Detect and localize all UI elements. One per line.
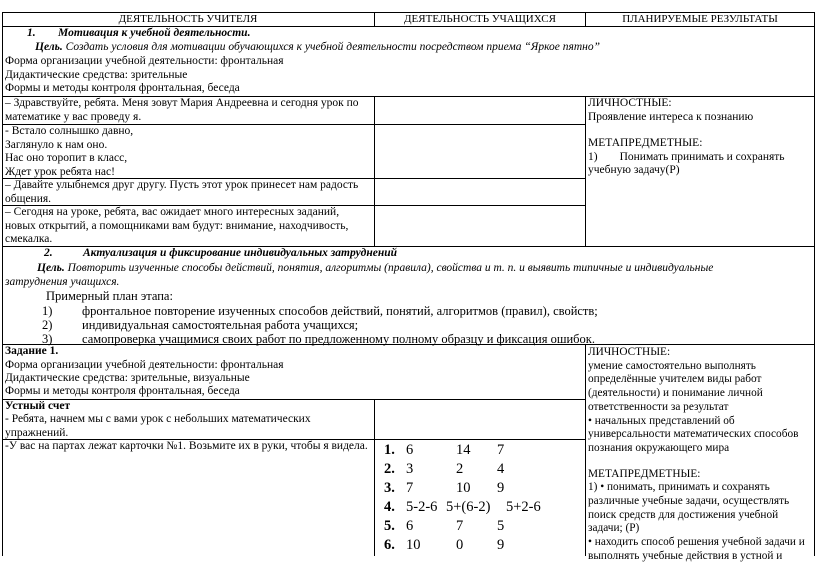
rule	[585, 96, 586, 246]
oral-title: Устный счет	[5, 400, 71, 412]
plan-item: 3) самопроверка учащимися своих работ по предложенному полному образцу и фиксация ошибок.	[42, 332, 595, 346]
card-row: 3. 7 10 9	[384, 480, 505, 496]
stage1-goal	[35, 41, 600, 55]
teacher-intro: – Сегодня на уроке, ребята, вас ожидает много интересных заданий, новых открытий, а помощниками вам будут: внимание, находчивость, смекалка.	[5, 206, 349, 246]
plan-item: 1) фронтальное повторение изученных способов действий, понятий, алгоритмов (правил), свойств;	[42, 304, 598, 318]
rule	[585, 344, 586, 556]
task1-results: ЛИЧНОСТНЫЕ: умение самостоятельно выполнять определённые учителем виды работ (деятельности) и понимание личной ответственности за результат • начальных представлений об универсальности математических способов познания окружающего мира МЕТАПРЕДМЕТНЫЕ: 1) • понимать, принимать и сохранять различные учебные задачи, осуществлять поиск средств для достижения учебной задачи; (Р) • находить способ решения учебной задачи и выполнять учебные действия в устной и	[588, 346, 805, 562]
card-row: 2. 3 2 4	[384, 461, 505, 477]
teacher-poem: - Встало солнышко давно, Заглянуло к нам оно. Нас оно торопит в класс, Ждет урок ребята нас!	[5, 125, 134, 178]
header-teacher: ДЕЯТЕЛЬНОСТЬ УЧИТЕЛЯ	[118, 13, 258, 25]
stage1-methods: Формы и методы контроля фронтальная, беседа	[5, 82, 240, 94]
stage2-number: 2.	[44, 247, 53, 259]
personal-label: ЛИЧНОСТНЫЕ:	[588, 97, 672, 109]
rule	[2, 12, 3, 556]
meta-item: 1) Понимать принимать и сохранять	[588, 150, 785, 163]
rule	[814, 12, 815, 556]
oral-text: - Ребята, начнем мы с вами урок с небольших математических упражнений.	[5, 413, 311, 439]
task1-title: Задание 1.	[5, 345, 59, 357]
header-results: ПЛАНИРУЕМЫЕ РЕЗУЛЬТАТЫ	[622, 13, 778, 25]
rule	[374, 399, 375, 556]
stage2-goal-cont: затруднения учащихся.	[5, 276, 120, 288]
meta-label: МЕТАПРЕДМЕТНЫЕ:	[588, 137, 703, 150]
personal-text: Проявление интереса к познанию	[588, 110, 754, 123]
stage2-title: Актуализация и фиксирование индивидуальных затруднений	[83, 247, 398, 259]
header-students: ДЕЯТЕЛЬНОСТЬ УЧАЩИХСЯ	[404, 13, 556, 25]
task1-org-form: Форма организации учебной деятельности: фронтальная	[5, 359, 284, 371]
card-row: 5. 6 7 5	[384, 518, 505, 534]
task1-methods: Формы и методы контроля фронтальная, беседа	[5, 385, 240, 397]
stage1-didactic: Дидактические средства: зрительные	[5, 69, 188, 81]
card-row: 6. 10 0 9	[384, 537, 505, 553]
teacher-greeting: – Здравствуйте, ребята. Меня зовут Мария Андреевна и сегодня урок по математике у вас проведу я.	[5, 97, 359, 123]
stage1-org-form: Форма организации учебной деятельности: фронтальная	[5, 55, 284, 67]
rule	[2, 399, 585, 400]
card-row: 4. 5-2-6 5+(6-2) 5+2-6	[384, 499, 541, 515]
task1-didactic: Дидактические средства: зрительные, визуальные	[5, 372, 250, 384]
meta-label: МЕТАПРЕДМЕТНЫЕ:	[588, 467, 701, 480]
stage2-goal: Цель. Повторить изученные способы действий, понятия, алгоритмы (правила), свойства и т. п. и выявить типичные и индивидуальные	[37, 262, 714, 274]
rule	[374, 96, 375, 246]
stage1-title: Мотивация к учебной деятельности.	[58, 27, 251, 39]
cards-instruction: -У вас на партах лежат карточки №1. Возьмите их в руки, чтобы я видела.	[5, 440, 368, 452]
stage1-number: 1.	[27, 27, 36, 39]
stage1-results	[588, 97, 785, 178]
meta-text: учебную задачу(Р)	[588, 164, 680, 177]
personal-label: ЛИЧНОСТНЫЕ:	[588, 346, 671, 358]
plan-item: 2) индивидуальная самостоятельная работа учащихся;	[42, 318, 359, 332]
goal-text: Создать условия для мотивации обучающихся к учебной деятельности посредством приема “Яркое пятно”	[62, 41, 601, 53]
teacher-smile: – Давайте улыбнемся друг другу. Пусть этот урок принесет нам радость общения.	[5, 179, 359, 205]
card-row: 1. 6 14 7	[384, 442, 505, 458]
goal-label: Цель.	[35, 41, 63, 53]
plan-title: Примерный план этапа:	[46, 289, 173, 303]
